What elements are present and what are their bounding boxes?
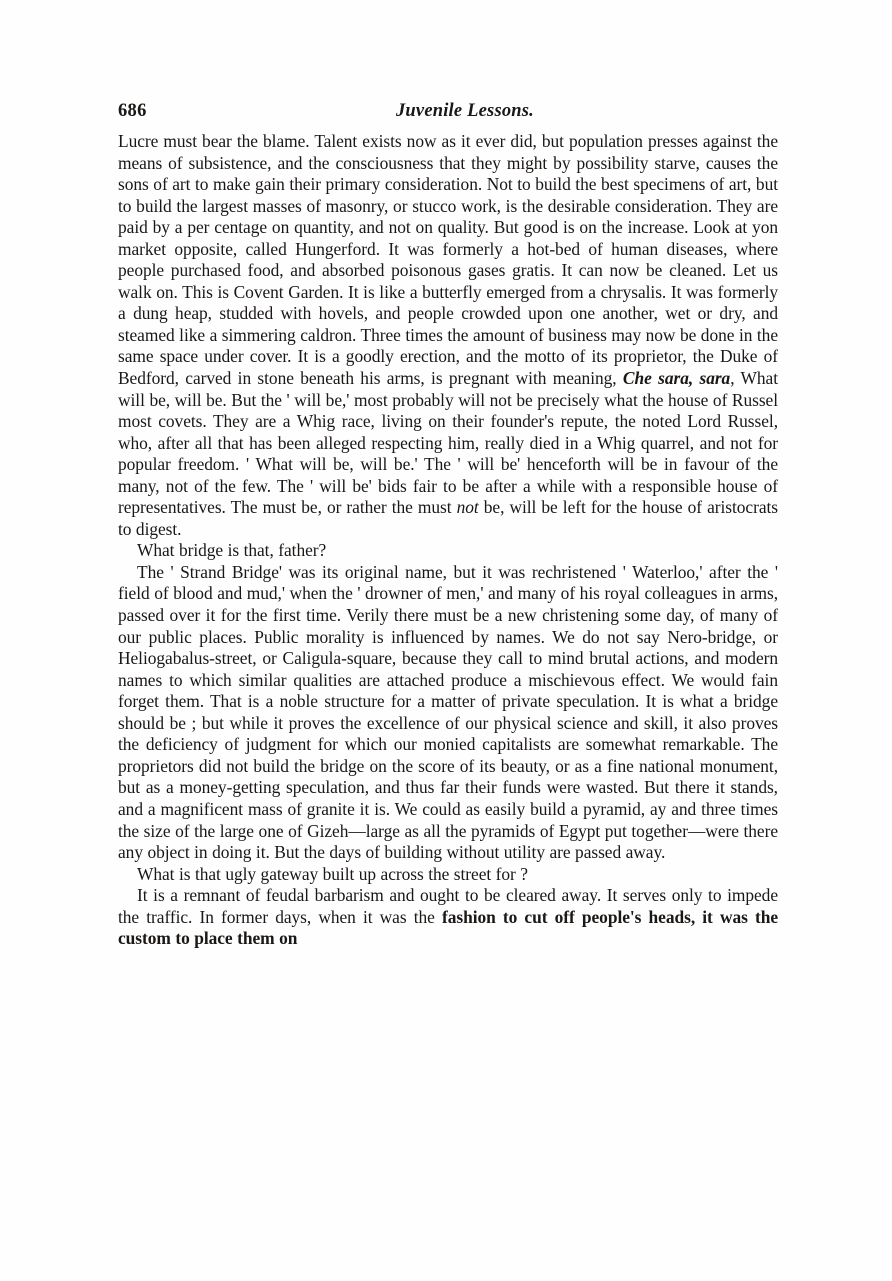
running-head: [118, 98, 776, 124]
text-run-italic: not: [456, 497, 479, 518]
text-run: The ' Strand Bridge' was its original name, but it was rechristened ' Waterloo,' after the ' field of blood and mud,' when the ' drowner of men,' and many of his royal colleagues in arms, passed over it for the first time. Verily there must be a new christening some day, of many of our public places. Public morality is influenced by names. We do not say Nero-bridge, or Heliogabalus-street, or Caligula-square, because they call to mind brutal actions, and modern names to which similar qualities are attached produce a mischievous effect. We would fain forget them. That is a noble structure for a matter of private speculation. It is what a bridge should be ; but while it proves the excellence of our physical science and skill, it also proves the deficiency of judgment for which our monied capitalists are somewhat remarkable. The proprietors did not build the bridge on the score of its beauty, or as a fine national monument, but as a money-getting speculation, and thus far their funds were wasted. But there it stands, and a magnificent mass of granite it is. We could as easily build a pyramid, ay and three times the size of the large one of Gizeh—large as all the pyramids of Egypt put together—were there any object in doing it. But the days of building without utility are passed away.: [118, 561, 778, 863]
text-run: Lucre must bear the blame. Talent exists now as it ever did, but population presses against the means of subsistence, and the consciousness that they might by possibility starve, causes the sons of art to make gain their primary consideration. Not to build the best specimens of art, but to build the largest masses of masonry, or stucco work, is the desirable consideration. They are paid by a per centage on quantity, and not on quality. But good is on the increase. Look at yon market opposite, called Hungerford. It was formerly a hot-bed of human diseases, where people purchased food, and absorbed poisonous gases gratis. It can now be cleaned. Let us walk on. This is Covent Garden. It is like a butterfly emerged from a chrysalis. It was formerly a dung heap, studded with hovels, and people crowded upon one another, wet or dry, and steamed like a simmering caldron. Three times the amount of business may now be done in the same space under cover. It is a goodly erection, and the motto of its proprietor, the Duke of Bedford, carved in stone beneath his arms, is pregnant with meaning,: [118, 131, 778, 389]
page-number: 686: [118, 101, 147, 121]
text-run: , What will be, will be. But the ' will be,' most probably will not be precisely what the house of Russel most covets. They are a Whig race, living on their founder's repute, the noted Lord Russel, who, after all that has been alleged respecting him, really died in a Whig quarrel, and not for popular freedom. ' What will be, will be.' The ' will be' henceforth will be in favour of the many, not of the few. The ' will be' bids fair to be after a while with a responsible house of representatives. The must be, or rather the must: [118, 368, 778, 518]
text-run-heavy: fashion to cut off people's heads, it was the custom to place them on: [118, 906, 778, 949]
text-run-bold-italic: Che sara, sara: [622, 368, 731, 389]
paragraph: [118, 885, 778, 950]
body-text-block: [118, 131, 778, 950]
paragraph: [118, 562, 778, 864]
running-title: Juvenile Lessons.: [395, 101, 535, 121]
text-run: What is that ugly gateway built up across the street for ?: [137, 863, 528, 884]
paragraph: [118, 131, 778, 540]
text-run: It is a remnant of feudal barbarism and ought to be cleared away. It serves only to impede the traffic. In former days, when it was the: [118, 885, 778, 927]
text-run: What bridge is that, father?: [137, 540, 327, 561]
text-run: be, will be left for the house of aristocrats to digest.: [118, 497, 778, 539]
paragraph: [118, 540, 778, 562]
paragraph: [118, 864, 778, 886]
